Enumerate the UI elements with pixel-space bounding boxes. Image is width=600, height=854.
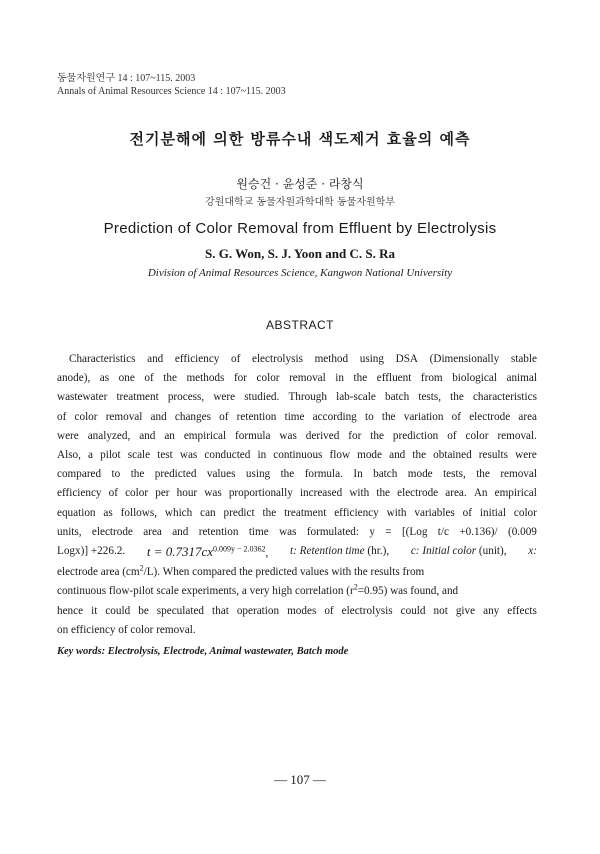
abstract-word: were bbox=[57, 429, 79, 442]
abstract-line bbox=[57, 563, 537, 582]
abstract-word: using bbox=[245, 468, 271, 481]
abstract-word: of bbox=[324, 604, 334, 617]
journal-citation-en: Annals of Animal Resources Science 14 : 107~115. 2003 bbox=[57, 86, 286, 97]
abstract-line bbox=[57, 465, 537, 484]
abstract-word: be bbox=[138, 604, 149, 617]
abstract-word: batch bbox=[373, 468, 398, 481]
abstract-word: Also, bbox=[57, 449, 81, 462]
abstract-line bbox=[57, 408, 537, 427]
abstract-word: variables bbox=[414, 506, 455, 519]
abstract-word: modes bbox=[287, 604, 317, 617]
abstract-word: hour bbox=[176, 487, 198, 500]
abstract-body bbox=[57, 350, 537, 640]
abstract-word: wastewater bbox=[57, 391, 108, 404]
abstract-line bbox=[57, 484, 537, 503]
abstract-line bbox=[57, 350, 537, 369]
abstract-line bbox=[57, 369, 537, 388]
abstract-word: equation bbox=[57, 506, 96, 519]
abstract-line bbox=[57, 427, 537, 446]
abstract-word: changes bbox=[174, 410, 211, 423]
abstract-word: methods bbox=[186, 372, 225, 385]
abstract-word: color bbox=[125, 487, 149, 500]
abstract-word: of bbox=[144, 372, 154, 385]
electrode-post: /L). When compared the predicted values with the results from bbox=[143, 566, 425, 579]
abstract-word: test bbox=[157, 449, 173, 462]
abstract-word: could bbox=[105, 604, 131, 617]
abstract-word: (Dimensionally bbox=[429, 353, 500, 365]
abstract-word: tests, bbox=[443, 468, 466, 481]
abstract-word: An bbox=[473, 487, 488, 500]
abstract-word: area bbox=[143, 525, 162, 538]
affiliation-korean: 강원대학교 동물자원과학대학 동물자원학부 bbox=[205, 197, 395, 208]
abstract-word: derived bbox=[305, 429, 340, 442]
abstract-word: and bbox=[389, 449, 406, 462]
abstract-line bbox=[57, 582, 537, 601]
formula-t-def bbox=[290, 542, 389, 563]
page-number: — 107 — bbox=[274, 772, 326, 787]
abstract-word: Through bbox=[288, 391, 327, 404]
abstract-word: a bbox=[88, 449, 94, 462]
abstract-word: color bbox=[465, 429, 489, 442]
abstract-word: the bbox=[130, 468, 145, 481]
abstract-word: of bbox=[219, 410, 229, 423]
abstract-word: continuous bbox=[273, 449, 323, 462]
abstract-word: process, bbox=[167, 391, 205, 404]
abstract-word: removal bbox=[289, 372, 326, 385]
abstract-word: formula. bbox=[304, 468, 343, 481]
abstract-word: could bbox=[400, 604, 426, 617]
abstract-word: pilot bbox=[100, 449, 121, 462]
abstract-word: Characteristics bbox=[69, 353, 136, 365]
abstract-word: animal bbox=[506, 372, 537, 385]
abstract-word: biological bbox=[452, 372, 497, 385]
abstract-line: on efficiency of color removal. bbox=[57, 623, 196, 636]
abstract-word: in bbox=[335, 372, 344, 385]
formula-main: t = 0.7317cx bbox=[146, 544, 214, 560]
abstract-word: color bbox=[74, 410, 98, 423]
abstract-word: with bbox=[386, 506, 407, 519]
abstract-word: anode), bbox=[57, 372, 91, 385]
abstract-word: obtained bbox=[433, 449, 472, 462]
formula-equation: $t = 0.7317cx^{0.009y - 2.0362}$, bbox=[146, 544, 269, 560]
abstract-word: analyzed, bbox=[87, 429, 131, 442]
abstract-word: were bbox=[213, 391, 236, 404]
abstract-word: efficiency bbox=[334, 506, 379, 519]
abstract-word: the bbox=[280, 468, 295, 481]
abstract-word: and bbox=[150, 410, 167, 423]
abstract-word: as bbox=[103, 506, 113, 519]
t-unit: (hr.), bbox=[367, 545, 390, 558]
abstract-line bbox=[57, 504, 537, 523]
abstract-word: area bbox=[518, 410, 537, 423]
electrode-text bbox=[57, 563, 424, 582]
abstract-word: was bbox=[204, 487, 222, 500]
abstract-word: of bbox=[451, 410, 461, 423]
journal-citation-ko: 동물자원연구 14 : 107~115. 2003 bbox=[57, 73, 196, 84]
authors-korean: 원승건 · 윤성준 · 라창식 bbox=[236, 177, 364, 191]
abstract-word: speculated bbox=[156, 604, 205, 617]
abstract-word: can bbox=[200, 506, 216, 519]
formula-exponent: 0.009y − 2.0362 bbox=[213, 544, 266, 554]
abstract-word: from bbox=[420, 372, 443, 385]
abstract-word: treatment bbox=[116, 391, 159, 404]
abstract-word: conducted bbox=[204, 449, 251, 462]
abstract-word: DSA bbox=[395, 353, 419, 365]
journal-citation bbox=[57, 72, 286, 98]
abstract-word: the bbox=[381, 410, 396, 423]
abstract-word: predicted bbox=[154, 468, 197, 481]
abstract-word: t/c bbox=[437, 525, 449, 538]
paper-title-english: Prediction of Color Removal from Effluent by Electrolysis bbox=[103, 220, 497, 237]
x-label: x: bbox=[528, 545, 537, 558]
abstract-word: compared bbox=[57, 468, 102, 481]
abstract-word: give bbox=[455, 604, 476, 617]
abstract-word: the bbox=[412, 449, 427, 462]
abstract-line bbox=[57, 388, 537, 407]
abstract-word: of bbox=[231, 353, 241, 365]
abstract-word: that bbox=[212, 604, 229, 617]
authors-english: S. G. Won, S. J. Yoon and C. S. Ra bbox=[204, 246, 395, 261]
abstract-word: and bbox=[147, 353, 164, 365]
formula-lead: Logx)] +226.2. bbox=[57, 545, 126, 558]
electrode-sup: 2 bbox=[139, 563, 144, 573]
abstract-word: electrolysis bbox=[251, 353, 303, 365]
abstract-word: values bbox=[206, 468, 236, 481]
abstract-word: area. bbox=[445, 487, 467, 500]
t-desc: Retention time bbox=[299, 545, 365, 558]
abstract-word: [(Log bbox=[401, 525, 428, 538]
abstract-word: of bbox=[447, 429, 457, 442]
abstract-word: with bbox=[349, 487, 370, 500]
abstract-word: which bbox=[164, 506, 193, 519]
abstract-word: batch bbox=[384, 391, 410, 404]
abstract-word: mode bbox=[407, 468, 433, 481]
abstract-word: the bbox=[476, 468, 490, 481]
abstract-word: it bbox=[91, 604, 98, 617]
abstract-word: = bbox=[385, 525, 392, 538]
correlation-post: =0.95) was found, and bbox=[357, 585, 459, 598]
abstract-word: studied. bbox=[244, 391, 280, 404]
abstract-line bbox=[57, 523, 537, 542]
paper-title-korean: 전기분해에 의한 방류수내 색도제거 효율의 예측 bbox=[129, 130, 471, 148]
correlation-text bbox=[57, 582, 458, 601]
abstract-word: effluent bbox=[376, 372, 412, 385]
abstract-word: for bbox=[348, 429, 362, 442]
abstract-word: color bbox=[256, 372, 280, 385]
abstract-word: using bbox=[359, 353, 384, 365]
abstract-word: per bbox=[155, 487, 170, 500]
abstract-word: and bbox=[172, 525, 189, 538]
abstract-word: were bbox=[515, 449, 537, 462]
abstract-word: increased bbox=[299, 487, 343, 500]
correlation-pre: continuous flow-pilot scale experiments, a very high correlation (r bbox=[57, 585, 354, 598]
abstract-word: time bbox=[248, 525, 269, 538]
abstract-word: the bbox=[450, 391, 464, 404]
abstract-word: and bbox=[139, 429, 156, 442]
affiliation-english: Division of Animal Resources Science, Kangwon National University bbox=[147, 267, 453, 279]
abstract-word: the bbox=[262, 506, 277, 519]
abstract-word: lab-scale bbox=[336, 391, 376, 404]
c-desc: Initial color bbox=[422, 545, 477, 558]
abstract-word: of bbox=[57, 410, 67, 423]
abstract-word: (0.009 bbox=[507, 525, 537, 538]
abstract-word: treatment bbox=[284, 506, 327, 519]
c-unit: (unit), bbox=[478, 545, 507, 558]
abstract-word: electrode bbox=[397, 487, 439, 500]
correlation-sup: 2 bbox=[353, 582, 358, 592]
abstract-formula-line bbox=[57, 542, 537, 563]
abstract-word: color bbox=[513, 506, 537, 519]
abstract-word: tests, bbox=[418, 391, 442, 404]
abstract-word: the bbox=[376, 487, 391, 500]
abstract-word: not bbox=[433, 604, 448, 617]
abstract-word: in bbox=[257, 449, 267, 462]
abstract-word: variation bbox=[403, 410, 444, 423]
abstract-word: proportionally bbox=[228, 487, 293, 500]
abstract-word: +0.136)/ bbox=[459, 525, 498, 538]
abstract-word: to bbox=[364, 410, 374, 423]
abstract-word: for bbox=[233, 372, 247, 385]
abstract-word: was bbox=[179, 449, 198, 462]
abstract-word: efficiency bbox=[57, 487, 102, 500]
abstract-word: units, bbox=[57, 525, 82, 538]
abstract-word: In bbox=[353, 468, 363, 481]
abstract-word: initial bbox=[479, 506, 506, 519]
abstract-word: any bbox=[483, 604, 500, 617]
abstract-word: predict bbox=[223, 506, 255, 519]
abstract-word: effects bbox=[507, 604, 537, 617]
abstract-word: an bbox=[164, 429, 175, 442]
c-label: c: bbox=[410, 545, 420, 558]
abstract-word: y bbox=[369, 525, 375, 538]
abstract-word: hence bbox=[57, 604, 84, 617]
abstract-word: the bbox=[163, 372, 177, 385]
abstract-word: flow bbox=[329, 449, 351, 462]
electrode-pre: electrode area (cm bbox=[57, 566, 140, 579]
abstract-word: the bbox=[370, 429, 384, 442]
abstract-word: according bbox=[312, 410, 357, 423]
abstract-word: removal bbox=[105, 410, 143, 423]
abstract-word: of bbox=[108, 487, 118, 500]
abstract-word: to bbox=[111, 468, 121, 481]
abstract-word: results bbox=[478, 449, 509, 462]
t-label: t: bbox=[290, 545, 297, 558]
keywords: Key words: Electrolysis, Electrode, Animal wastewater, Batch mode bbox=[57, 646, 349, 657]
abstract-heading: ABSTRACT bbox=[265, 318, 334, 332]
abstract-word: follows, bbox=[120, 506, 157, 519]
abstract-word: characteristics bbox=[472, 391, 537, 404]
abstract-word: scale bbox=[127, 449, 151, 462]
abstract-word: operation bbox=[236, 604, 280, 617]
abstract-word: removal. bbox=[497, 429, 537, 442]
abstract-word: formula bbox=[235, 429, 271, 442]
abstract-word: time bbox=[284, 410, 305, 423]
abstract-word: electrolysis bbox=[341, 604, 393, 617]
abstract-word: the bbox=[353, 372, 368, 385]
abstract-word: empirical bbox=[183, 429, 227, 442]
formula-c-def bbox=[411, 542, 507, 563]
abstract-word: retention bbox=[236, 410, 277, 423]
abstract-word: efficiency bbox=[174, 353, 220, 365]
abstract-line bbox=[57, 446, 537, 465]
abstract-word: was bbox=[279, 525, 297, 538]
abstract-word: empirical bbox=[494, 487, 537, 500]
abstract-word: electrode bbox=[469, 410, 511, 423]
abstract-word: removal bbox=[500, 468, 537, 481]
abstract-word: one bbox=[118, 372, 135, 385]
abstract-word: mode bbox=[357, 449, 382, 462]
abstract-word: as bbox=[99, 372, 110, 385]
abstract-word: stable bbox=[510, 353, 537, 365]
abstract-word: prediction bbox=[392, 429, 439, 442]
abstract-word: method bbox=[314, 353, 349, 365]
abstract-word: of bbox=[462, 506, 472, 519]
abstract-word: electrode bbox=[91, 525, 133, 538]
abstract-line bbox=[57, 602, 537, 621]
abstract-word: formulated: bbox=[306, 525, 360, 538]
abstract-word: was bbox=[279, 429, 297, 442]
abstract-word: retention bbox=[198, 525, 239, 538]
